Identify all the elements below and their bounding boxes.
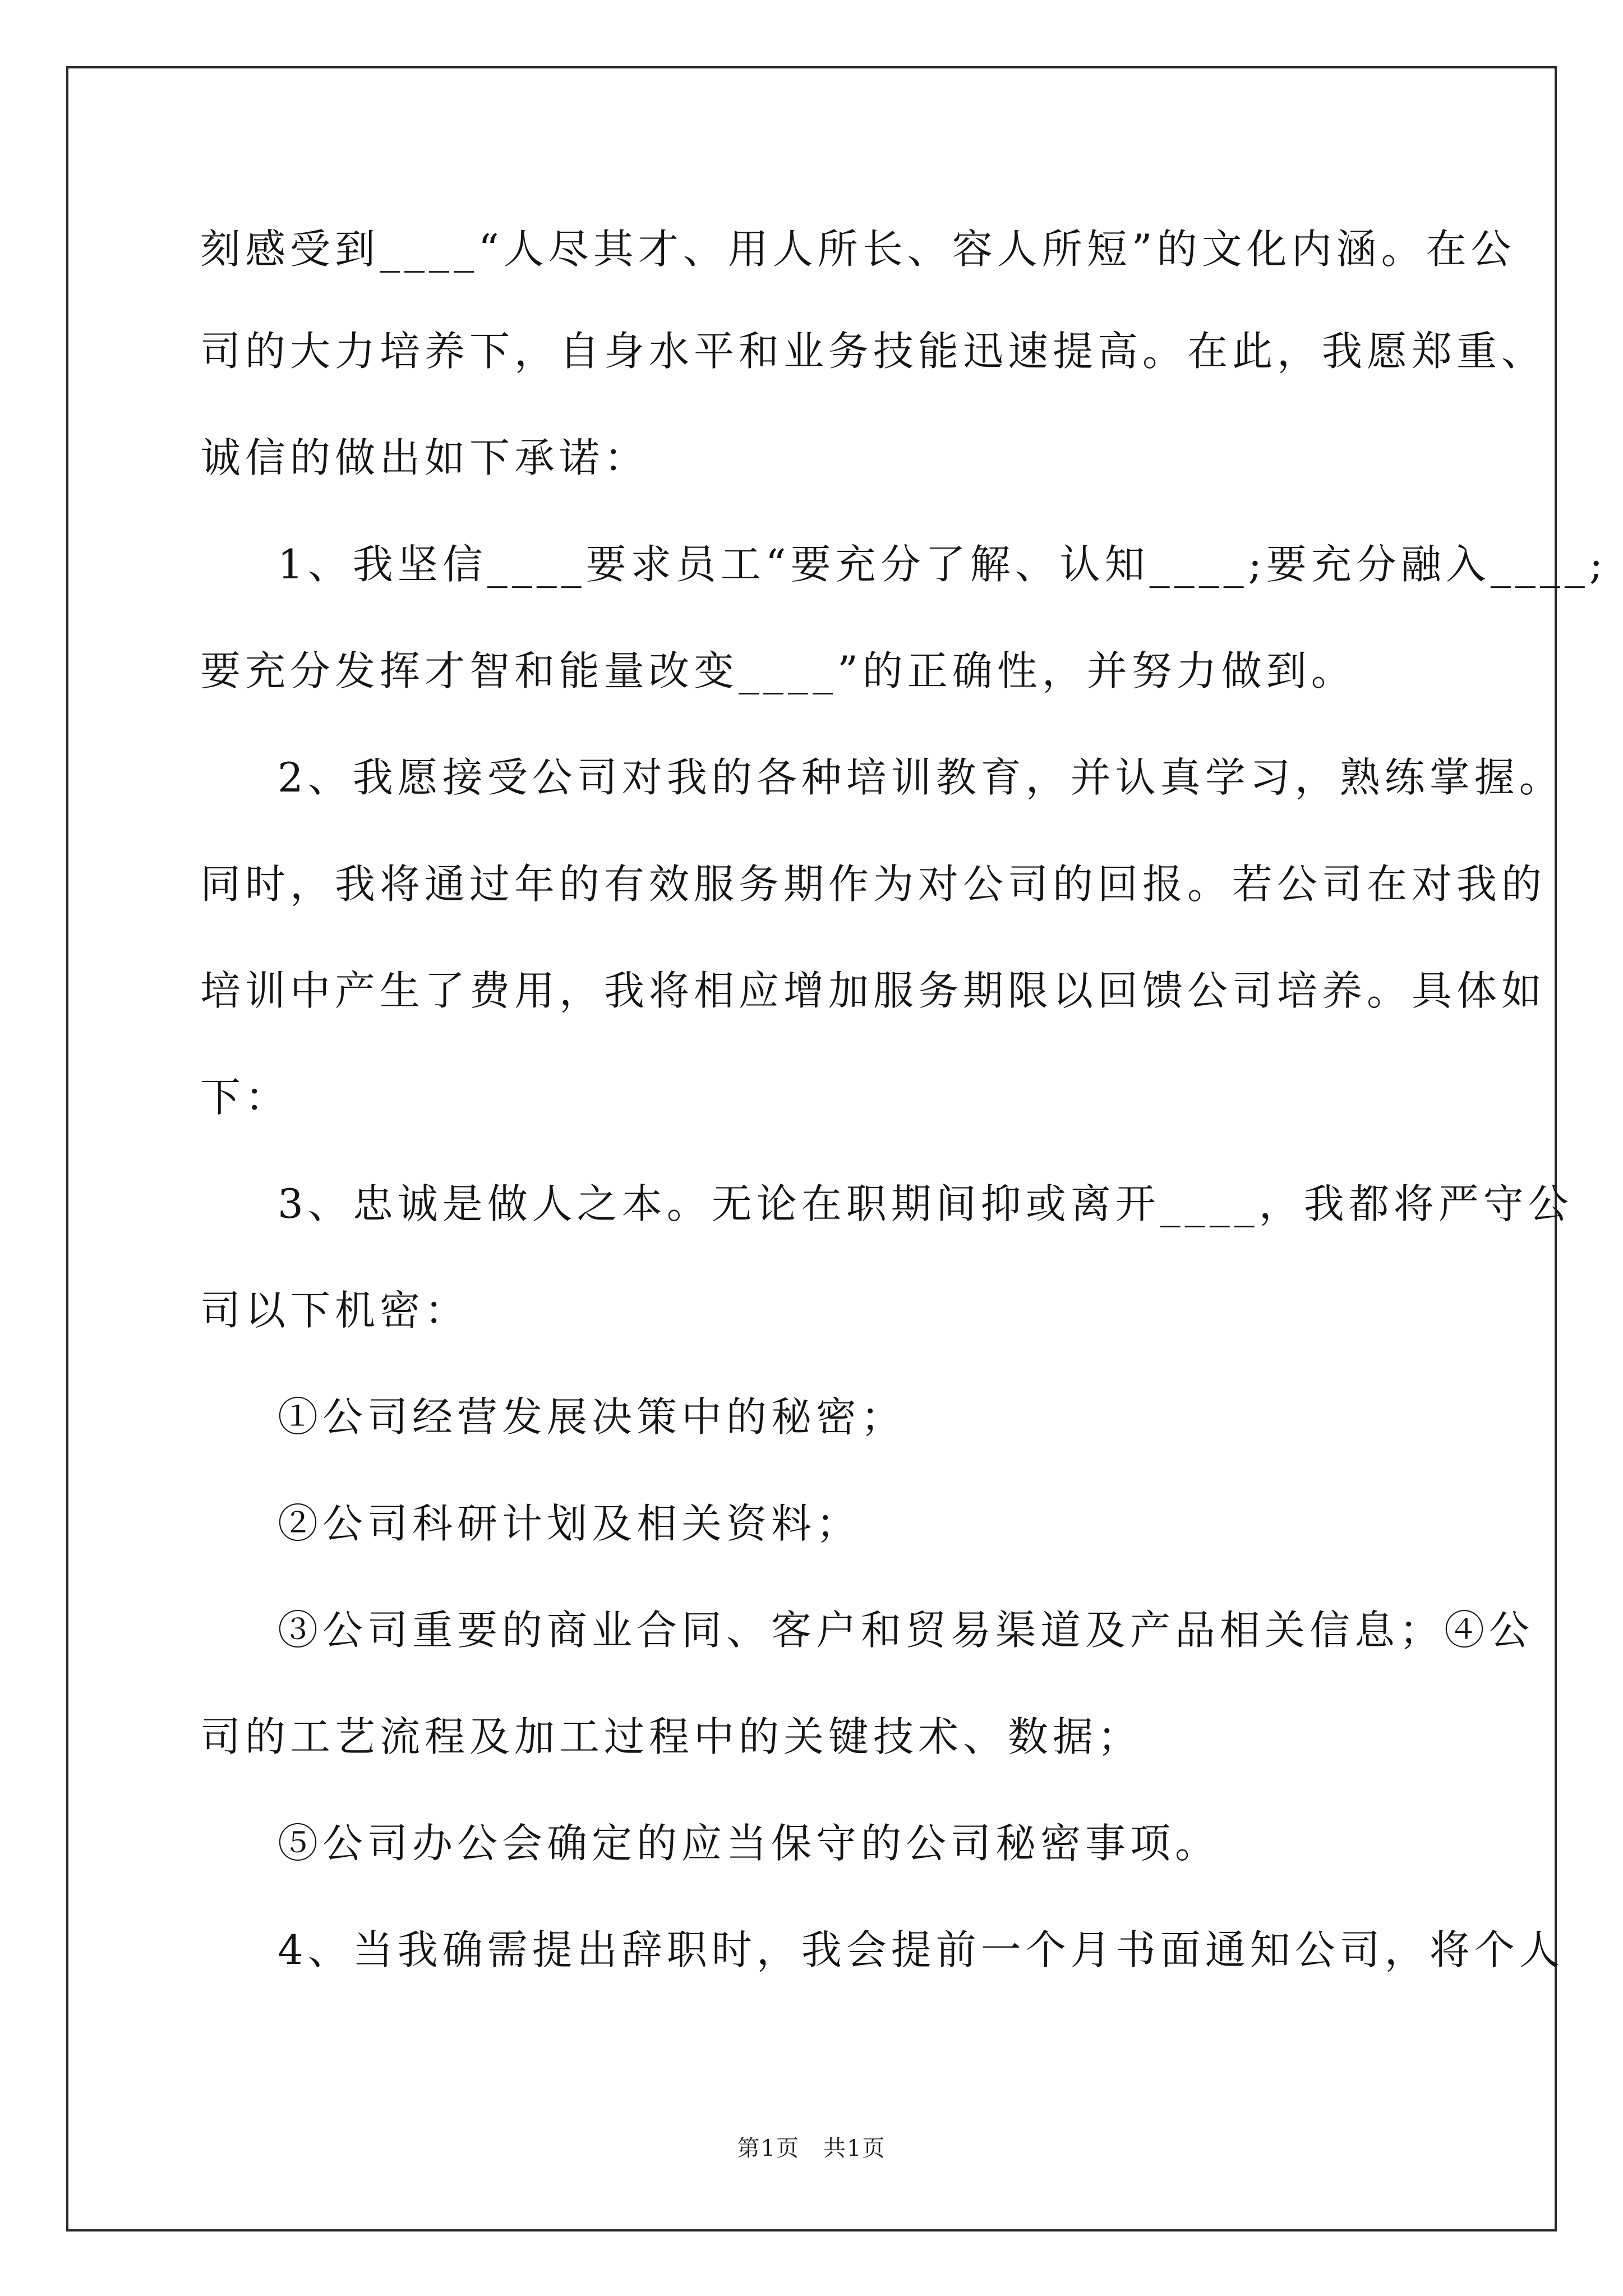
text-line: 1、我坚信____要求员工“要充分了解、认知____;要充分融入____; [278, 541, 1608, 588]
text-line: ②公司科研计划及相关资料； [278, 1500, 861, 1547]
text-line: 培训中产生了费用，我将相应增加服务期限以回馈公司培养。具体如 [200, 967, 1547, 1014]
text-line: ①公司经营发展决策中的秘密； [278, 1393, 906, 1441]
text-line: 同时，我将通过年的有效服务期作为对公司的回报。若公司在对我的 [200, 861, 1547, 908]
text-line: ⑤公司办公会确定的应当保守的公司秘密事项。 [278, 1820, 1220, 1867]
text-line: 要充分发挥才智和能量改变____”的正确性，并努力做到。 [200, 647, 1356, 694]
page-border [66, 66, 1557, 2231]
text-line: ③公司重要的商业合同、客户和贸易渠道及产品相关信息；④公 [278, 1607, 1534, 1654]
text-line: 3、忠诚是做人之本。无论在职期间抑或离开____，我都将严守公 [278, 1180, 1573, 1227]
text-line: 刻感受到____“人尽其才、用人所长、容人所短”的文化内涵。在公 [200, 226, 1516, 273]
text-line: 诚信的做出如下承诺： [200, 434, 649, 481]
text-line: 司的大力培养下，自身水平和业务技能迅速提高。在此，我愿郑重、 [200, 328, 1547, 375]
text-line: 下： [200, 1074, 291, 1121]
text-line: 2、我愿接受公司对我的各种培训教育，并认真学习，熟练掌握。 [278, 754, 1564, 801]
text-line: 司以下机密： [200, 1287, 470, 1334]
text-line: 司的工艺流程及加工过程中的关键技术、数据； [200, 1713, 1143, 1760]
text-line: 4、当我确需提出辞职时，我会提前一个月书面通知公司，将个人 [278, 1926, 1564, 1973]
page-footer: 第1页 共1页 [737, 2136, 886, 2161]
